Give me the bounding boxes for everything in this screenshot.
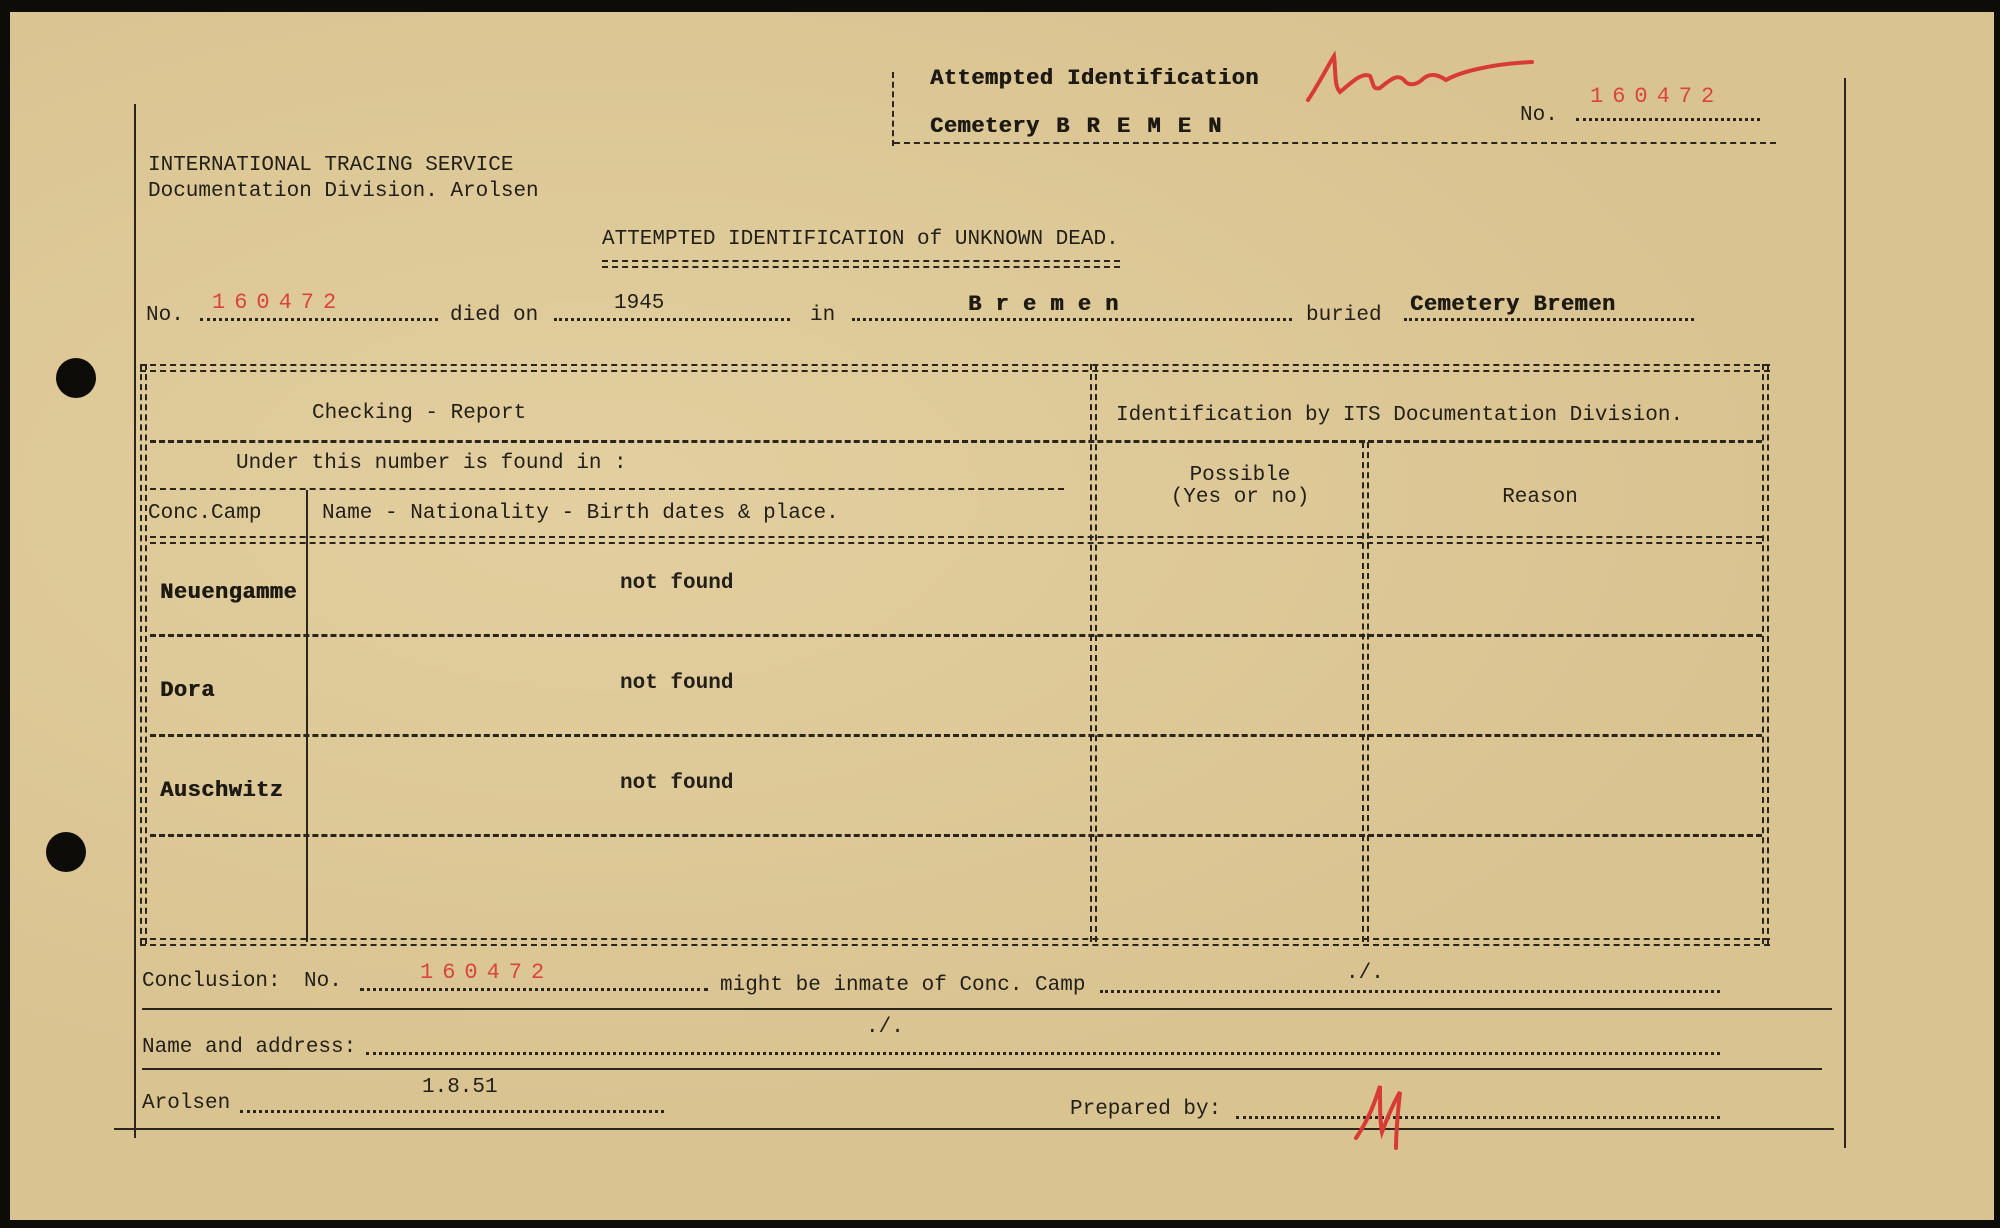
row-3-rule	[150, 834, 1762, 837]
prepared-by-dots	[1236, 1116, 1720, 1119]
record-buried-dots	[1404, 318, 1694, 321]
found-in-rule	[150, 488, 1064, 490]
footer-date-dots	[240, 1110, 664, 1113]
conclusion-inmate-label: might be inmate of Conc. Camp	[720, 974, 1086, 997]
row-1-details: not found	[620, 572, 734, 595]
row-2-rule	[150, 734, 1762, 737]
punch-hole-bottom	[46, 832, 86, 872]
signature-scribble-icon	[1300, 42, 1540, 112]
conclusion-no-dots	[360, 988, 708, 991]
table-sep-camp-details	[306, 490, 308, 942]
header-no-label: No.	[1520, 104, 1558, 127]
col-header-possible-1: Possible	[1189, 464, 1291, 487]
footer-place-label: Arolsen	[142, 1092, 231, 1115]
row-3-camp: Auschwitz	[160, 778, 284, 803]
conclusion-no-label: No.	[304, 970, 342, 993]
frame-right	[1844, 78, 1846, 1148]
prepared-by-label: Prepared by:	[1070, 1098, 1222, 1121]
table-sep-checking-identification	[1090, 364, 1097, 942]
table-header-rule	[150, 440, 1762, 443]
conclusion-no-value: 160472	[420, 960, 554, 985]
row-3-details: not found	[620, 772, 734, 795]
stamp-cemetery-value: B R E M E N	[1056, 114, 1224, 139]
footer-date-value: 1.8.51	[422, 1076, 498, 1099]
row-1-rule	[150, 634, 1762, 637]
table-right-border	[1762, 364, 1769, 944]
conclusion-camp-value: ./.	[1346, 962, 1384, 985]
record-died-label: died on	[450, 304, 539, 327]
record-in-dots	[852, 318, 1292, 321]
col-header-details: Name - Nationality - Birth dates & place.	[322, 502, 839, 525]
col-header-rule	[150, 536, 1762, 544]
col-header-camp: Conc.Camp	[148, 502, 262, 525]
initials-signature-icon	[1350, 1072, 1420, 1152]
record-no-dots	[200, 318, 438, 321]
record-in-value: B r e m e n	[968, 292, 1119, 317]
table-left-border	[140, 364, 147, 944]
record-buried-value: Cemetery Bremen	[1410, 292, 1616, 317]
header-no-value: 160472	[1590, 84, 1724, 109]
record-died-dots	[554, 318, 790, 321]
record-in-label: in	[810, 304, 836, 327]
table-sep-possible-reason	[1362, 442, 1369, 942]
header-no-dots	[1576, 118, 1760, 121]
record-no-value: 160472	[212, 290, 346, 315]
frame-bottom	[114, 1128, 1834, 1130]
conclusion-label: Conclusion:	[142, 970, 281, 993]
record-died-value: 1945	[614, 292, 665, 315]
conclusion-camp-dots	[1100, 990, 1720, 993]
name-address-dots	[366, 1052, 1720, 1055]
stamp-box-divider	[892, 72, 894, 146]
checking-report-header: Checking - Report	[312, 402, 527, 425]
stamp-cemetery-label: Cemetery	[930, 114, 1040, 139]
punch-hole-top	[56, 358, 96, 398]
record-no-label: No.	[146, 304, 184, 327]
record-buried-label: buried	[1306, 304, 1382, 327]
table-top-border	[140, 364, 1770, 372]
org-line-1: INTERNATIONAL TRACING SERVICE	[148, 154, 514, 177]
name-address-label: Name and address:	[142, 1036, 357, 1059]
index-card	[10, 12, 1994, 1220]
frame-left	[134, 104, 136, 1138]
title-underline	[602, 260, 1120, 268]
col-header-possible-2: (Yes or no)	[1170, 486, 1310, 509]
col-header-reason: Reason	[1502, 486, 1578, 509]
found-in-label: Under this number is found in :	[236, 452, 627, 475]
stamp-underline	[894, 142, 1776, 144]
row-1-camp: Neuengamme	[160, 580, 298, 605]
table-bottom-border	[140, 938, 1770, 946]
conclusion-rule	[142, 1008, 1832, 1010]
org-line-2: Documentation Division. Arolsen	[148, 180, 539, 203]
row-2-details: not found	[620, 672, 734, 695]
name-address-rule	[142, 1068, 1822, 1070]
page-title: ATTEMPTED IDENTIFICATION of UNKNOWN DEAD.	[602, 228, 1119, 251]
stamp-title: Attempted Identification	[930, 66, 1259, 91]
name-address-value: ./.	[866, 1016, 904, 1039]
row-2-camp: Dora	[160, 678, 215, 703]
identification-header: Identification by ITS Documentation Division.	[1116, 404, 1684, 427]
